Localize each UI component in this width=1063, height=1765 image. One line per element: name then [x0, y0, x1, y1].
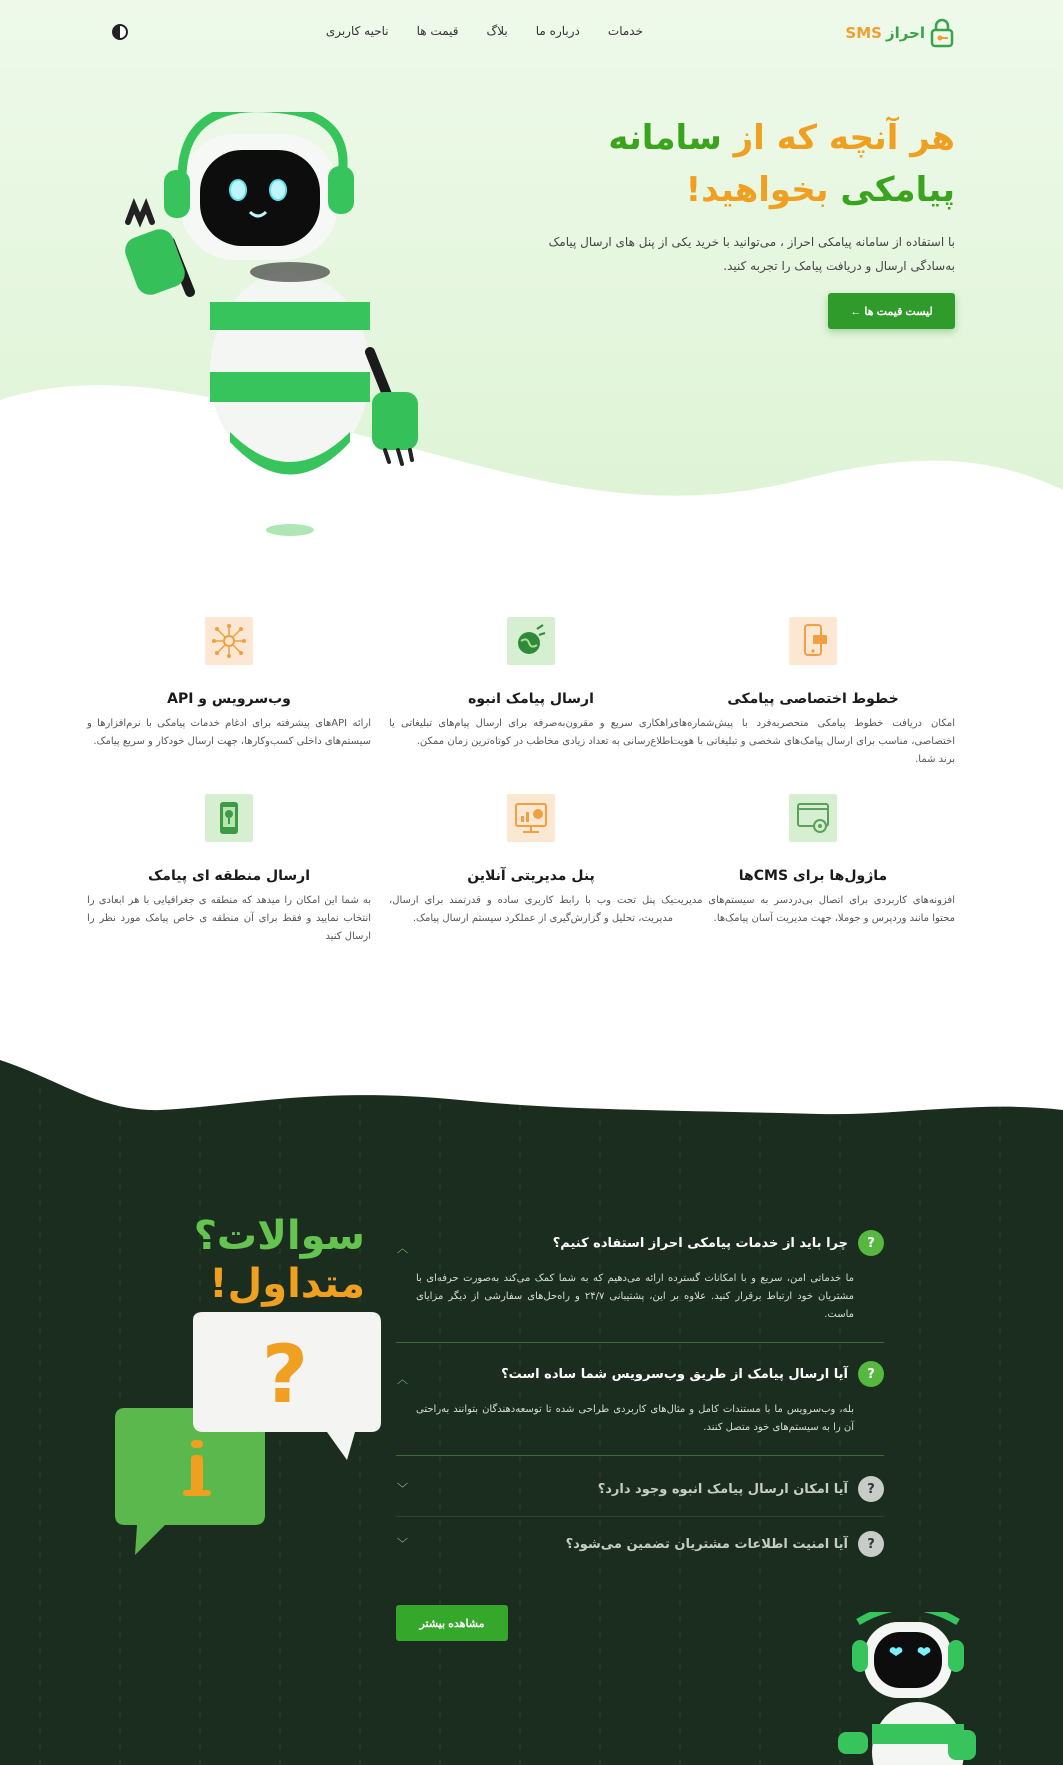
feature-desc: به شما این امکان را میدهد که منطقه ی جغرافیایی با هر ابعادی را انتخاب نمایید و فقط برای آن منطقه ی خاص پیامک مورد نظر را ارسال کنید — [87, 895, 371, 942]
hero-title-part: سامانه — [608, 118, 722, 158]
question-icon: ? — [858, 1476, 884, 1502]
faq-question-text: آیا ارسال پیامک از طریق وب‌سرویس شما ساده است؟ — [501, 1366, 848, 1382]
feature-title: ارسال منطقه ای پیامک — [147, 868, 311, 884]
faq-question[interactable] — [396, 1230, 884, 1256]
view-more-button[interactable]: مشاهده بیشتر — [396, 1605, 508, 1641]
question-icon: ? — [858, 1361, 884, 1387]
faq-answer: ما خدماتی امن، سریع و با امکانات گسترده ارائه می‌دهیم که به شما کمک می‌کند به‌صورت حرفه‌ای با مشتریان خود ارتباط برقرار کنید. علاوه بر این، پشتیبانی ۲۴/۷ و راه‌حل‌های سفارشی از دیگر مزایای ماست. — [416, 1273, 855, 1320]
hero-title — [495, 112, 955, 216]
nav-link-blog[interactable]: بلاگ — [486, 24, 508, 38]
feature-card — [87, 794, 371, 944]
chevron-down-icon[interactable]: ﹀ — [397, 1537, 408, 1550]
globe-icon — [507, 617, 555, 665]
nav-link-prices[interactable]: قیمت ها — [416, 24, 459, 38]
nav-link-services[interactable]: خدمات — [607, 24, 643, 38]
feature-card — [389, 617, 673, 767]
robot-illustration — [120, 112, 450, 542]
feature-desc: افزونه‌های کاربردی برای اتصال بی‌دردسر به سیستم‌های مدیریت محتوا مانند وردپرس و جوملا، جهت مدیریت آسان پیامک‌ها. — [671, 895, 955, 924]
logo[interactable] — [845, 18, 955, 48]
price-list-button[interactable]: لیست قیمت ها ← — [828, 293, 955, 329]
feature-title: پنل مدیریتی آنلاین — [467, 868, 595, 884]
faq-question-text: آیا امنیت اطلاعات مشتریان تضمین می‌شود؟ — [565, 1536, 848, 1552]
feature-desc: یک پنل تحت وب با رابط کاربری ساده و قدرتمند برای ارسال، مدیریت، تحلیل و گزارش‌گیری از عملکرد سیستم ارسال پیامک. — [389, 895, 673, 924]
hero-description: با استفاده از سامانه پیامکی احراز ، می‌توانید با خرید یکی از پنل های ارسال پیامک به‌سادگی ارسال و دریافت پیامک را تجربه کنید. — [548, 235, 955, 273]
faq-item[interactable] — [396, 1456, 884, 1517]
faq-heading-line1: سوالات؟ — [193, 1213, 365, 1259]
mobile-location-icon — [205, 794, 253, 842]
faq-question[interactable] — [396, 1531, 884, 1557]
feature-card — [671, 794, 955, 944]
feature-card — [389, 794, 673, 944]
faq-question[interactable] — [396, 1476, 884, 1502]
feature-desc: ارائه APIهای پیشرفته برای ادغام خدمات پیامکی با نرم‌افزارها و سیستم‌های داخلی کسب‌وکارها، جهت ارسال خودکار و سریع پیامک. — [87, 718, 371, 747]
feature-card — [87, 617, 371, 767]
robot-small-illustration — [838, 1612, 978, 1765]
top-navbar — [0, 0, 1063, 66]
feature-title: ماژول‌ها برای CMSها — [738, 868, 888, 884]
dashboard-icon — [507, 794, 555, 842]
chevron-up-icon[interactable]: ︿ — [397, 1373, 408, 1386]
phone-sms-icon — [789, 617, 837, 665]
hero-title-part: بخواهید! — [685, 170, 829, 210]
faq-heading — [135, 1212, 365, 1308]
logo-main-text: احراز — [885, 24, 925, 42]
faq-item[interactable] — [396, 1343, 884, 1456]
faq-question-text: آیا امکان ارسال پیامک انبوه وجود دارد؟ — [597, 1481, 848, 1497]
gear-window-icon — [789, 794, 837, 842]
faq-answer: بله، وب‌سرویس ما با مستندات کامل و مثال‌های کاربردی طراحی شده تا توسعه‌دهندگان بتوانند به‌راحتی آن را به سیستم‌های خود متصل کنند. — [416, 1404, 854, 1433]
feature-title: وب‌سرویس و API — [167, 691, 291, 707]
question-icon: ? — [858, 1230, 884, 1256]
nav-link-user-area[interactable]: ناحیه کاربری — [325, 24, 389, 38]
lock-icon — [929, 18, 955, 48]
faq-question[interactable] — [396, 1361, 884, 1387]
faq-item[interactable] — [396, 1222, 884, 1343]
nav-links — [326, 24, 643, 38]
faq-top-wave — [0, 1040, 1063, 1170]
theme-toggle-icon[interactable] — [112, 24, 128, 40]
chevron-down-icon[interactable]: ﹀ — [397, 1482, 408, 1495]
feature-card — [671, 617, 955, 767]
chevron-up-icon[interactable]: ︿ — [397, 1242, 408, 1255]
faq-bubbles-illustration — [105, 1310, 385, 1585]
logo-sms-text: SMS — [845, 24, 882, 42]
hero-title-part: هر آنچه که از — [721, 118, 955, 158]
feature-desc: راهکاری سریع و مقرون‌به‌صرفه برای ارسال پیام‌های تبلیغاتی یا اطلاع‌رسانی به تعداد زیادی مخاطب در کوتاه‌ترین زمان ممکن. — [389, 718, 673, 747]
nav-link-about[interactable]: درباره ما — [535, 24, 580, 38]
feature-desc: امکان دریافت خطوط پیامکی منحصربه‌فرد با پیش‌شماره‌های اختصاصی، مناسب برای ارسال پیامک‌های شخصی و تبلیغاتی با هویت برند شما. — [671, 718, 955, 765]
faq-heading-line2: متداول! — [209, 1261, 365, 1307]
feature-title: ارسال پیامک انبوه — [468, 691, 594, 707]
faq-item[interactable] — [396, 1517, 884, 1571]
question-icon: ? — [858, 1531, 884, 1557]
faq-list — [396, 1222, 884, 1571]
network-icon — [205, 617, 253, 665]
hero-title-part: پیامکی — [828, 170, 955, 210]
feature-title: خطوط اختصاصی پیامکی — [727, 691, 899, 707]
svg-text:?: ? — [261, 1328, 309, 1421]
faq-question-text: چرا باید از خدمات پیامکی احراز استفاده کنیم؟ — [552, 1235, 848, 1251]
